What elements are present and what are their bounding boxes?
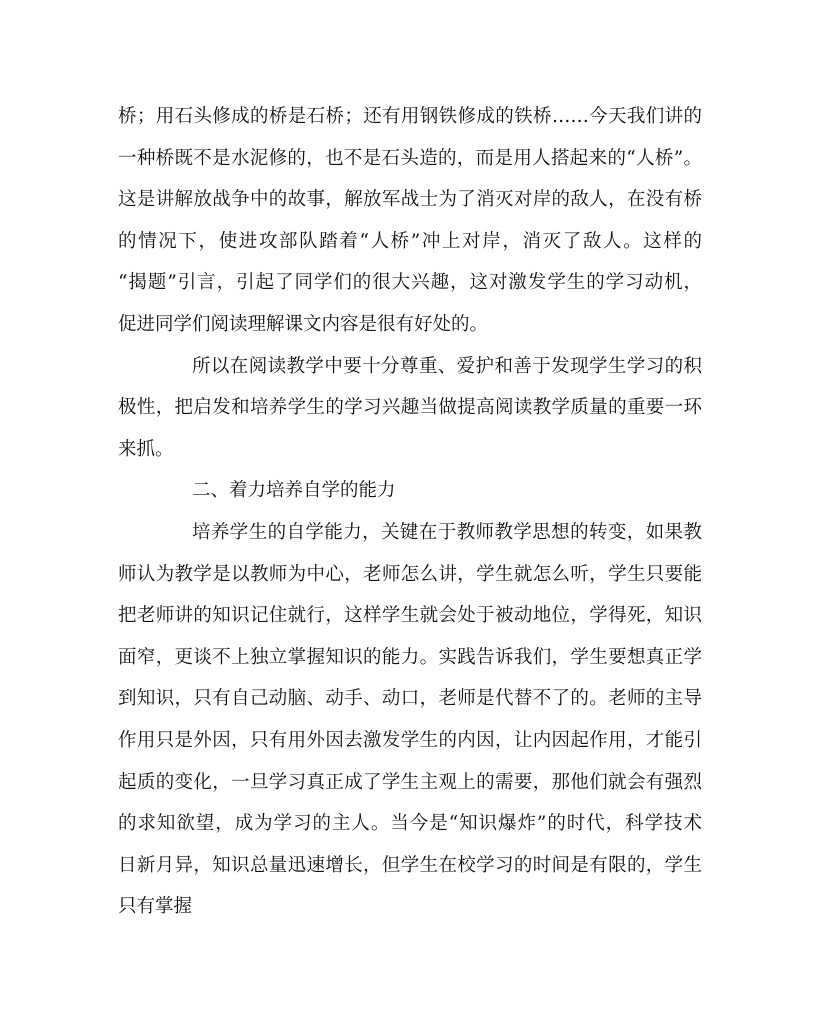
text-line: 把老师讲的知识记住就行，这样学生就会处于被动地位，学得死，知识	[118, 605, 702, 627]
text-line: 师认为教学是以教师为中心，老师怎么讲，学生就怎么听，学生只要能	[118, 563, 702, 585]
text-line: 面窄，更谈不上独立掌握知识的能力。实践告诉我们，学生要想真正学	[118, 646, 702, 668]
text-line: 日新月异，知识总量迅速增长，但学生在校学习的时间是有限的，学生	[118, 854, 702, 876]
text-line: 极性，把启发和培养学生的学习兴趣当做提高阅读教学质量的重要一环	[118, 397, 702, 419]
text-line: 一种桥既不是水泥修的，也不是石头造的，而是用人搭起来的“人桥”。	[118, 147, 702, 169]
text-line: 二、着力培养自学的能力	[192, 480, 396, 502]
text-line: 促进同学们阅读理解课文内容是很有好处的。	[118, 314, 489, 335]
text-line: 到知识，只有自己动脑、动手、动口，老师是代替不了的。老师的主导	[118, 688, 702, 710]
text-line: 所以在阅读教学中要十分尊重、爱护和善于发现学生学习的积	[192, 355, 702, 377]
text-line: 的情况下，使进攻部队踏着“人桥”冲上对岸，消灭了敌人。这样的	[118, 230, 702, 252]
text-line: 起质的变化，一旦学习真正成了学生主观上的需要，那他们就会有强烈	[118, 771, 702, 793]
text-line: 这是讲解放战争中的故事，解放军战士为了消灭对岸的敌人，在没有桥	[118, 189, 702, 211]
text-line: 培养学生的自学能力，关键在于教师教学思想的转变，如果教	[192, 522, 702, 543]
text-line: “揭题”引言，引起了同学们的很大兴趣，这对激发学生的学习动机，	[118, 272, 702, 294]
text-line: 作用只是外因，只有用外因去激发学生的内因，让内因起作用，才能引	[118, 730, 702, 751]
text-line: 的求知欲望，成为学习的主人。当今是“知识爆炸”的时代，科学技术	[118, 813, 702, 835]
text-line: 来抓。	[118, 438, 174, 460]
text-line: 只有掌握	[118, 896, 193, 918]
text-line: 桥；用石头修成的桥是石桥；还有用钢铁修成的铁桥……今天我们讲的	[118, 106, 702, 127]
